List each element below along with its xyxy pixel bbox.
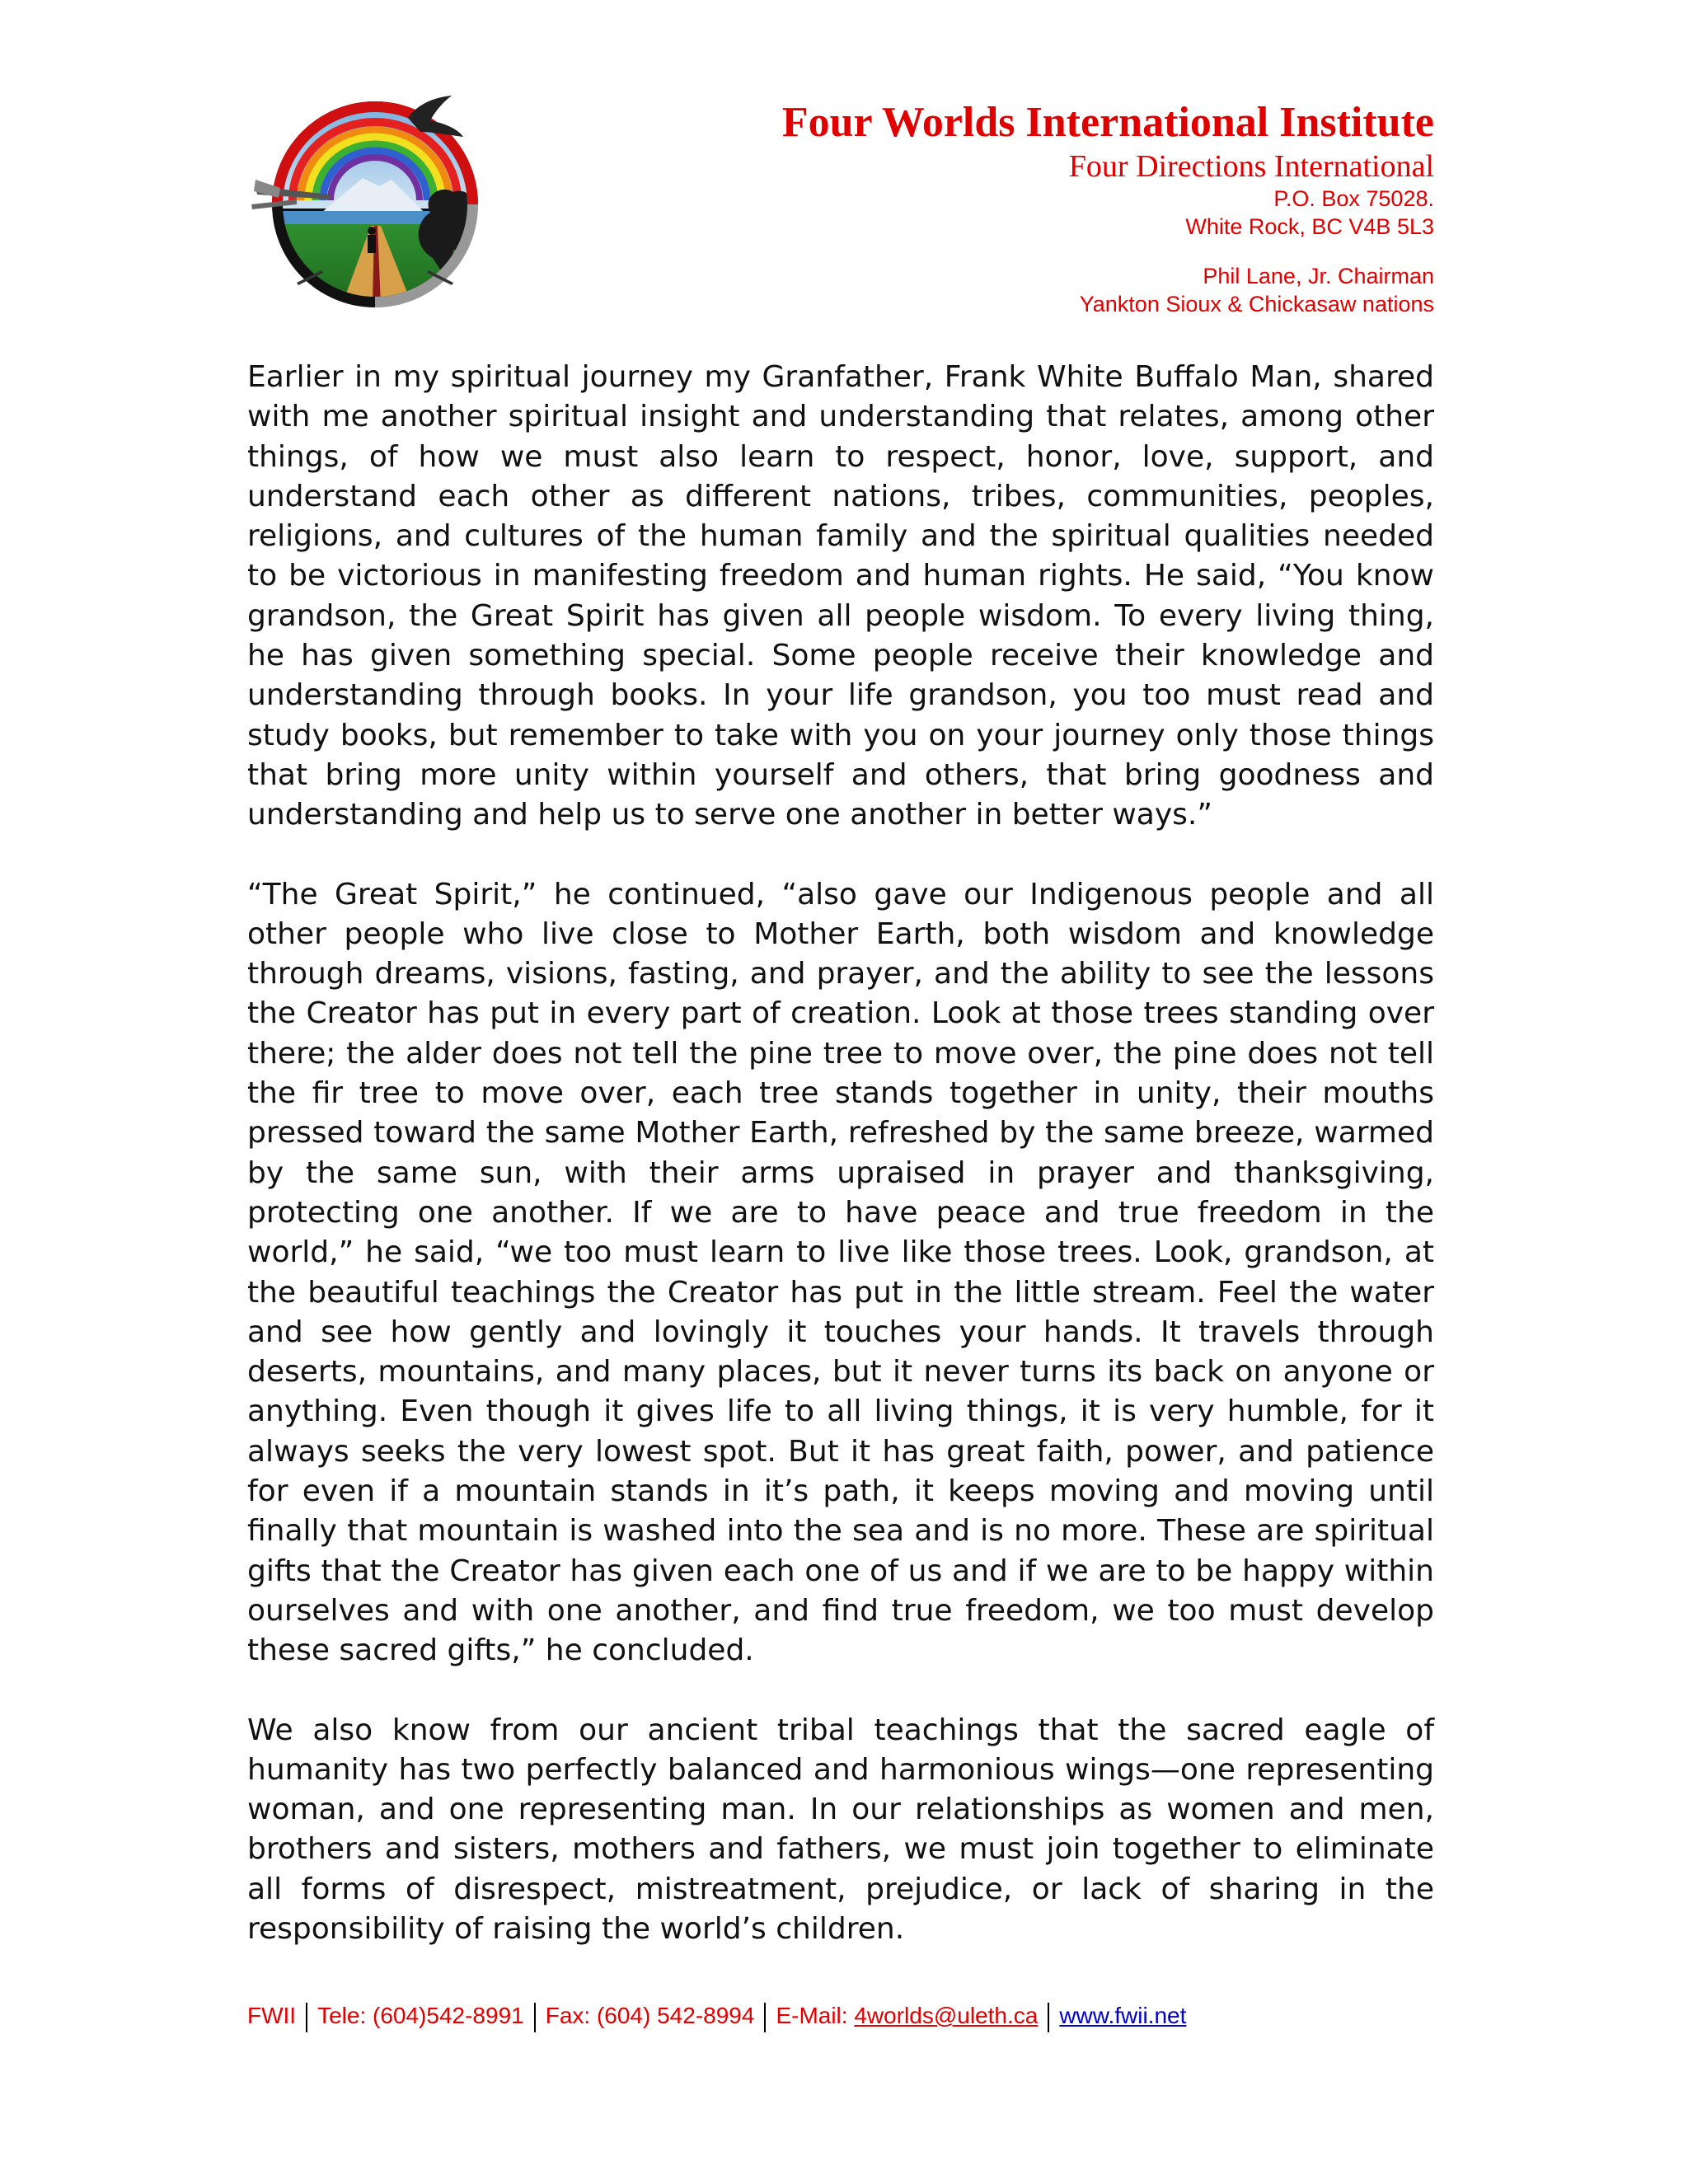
footer-contact — [247, 2001, 1186, 2032]
chair-line-2: Yankton Sioux & Chickasaw nations — [1079, 292, 1434, 316]
body-paragraph: Earlier in my spiritual journey my Granfather, Frank White Buffalo Man, shared with me another spiritual insight and understanding that relates, among other things, of how we must also learn to respect, honor, love, support, and understand each other as different nations, tribes, communities, peoples, religions, and cultures of the human family and the spiritual qualities needed to be victorious in manifesting freedom and human rights. He said, “You know grandson, the Great Spirit has given all people wisdom. To every living thing, he has given something special. Some people receive their knowledge and understanding through books. In your life grandson, you too must read and study books, but remember to take with you on your journey only those things that bring more unity within yourself and others, that bring goodness and understanding and help us to serve one another in better ways.” — [247, 360, 1434, 832]
address-line-1: P.O. Box 75028. — [1273, 186, 1434, 211]
email-link[interactable]: 4worlds@uleth.ca — [854, 2003, 1039, 2028]
chair-line-1: Phil Lane, Jr. Chairman — [1203, 264, 1434, 288]
footer-divider — [764, 2003, 766, 2032]
body-paragraph: We also know from our ancient tribal teachings that the sacred eagle of humanity has two perfectly balanced and harmonious wings—one representing woman, and one representing man. In our relationships as women and men, brothers and sisters, mothers and fathers, we must join together to eliminate all forms of disrespect, mistreatment, prejudice, or lack of sharing in the responsibility of raising the world’s children. — [247, 1713, 1434, 1946]
footer-email-label: E-Mail: — [776, 2003, 855, 2028]
letter-body — [247, 358, 1434, 1989]
letterhead — [528, 97, 1434, 318]
four-worlds-logo — [247, 89, 503, 307]
org-title: Four Worlds International Institute — [781, 99, 1434, 146]
footer-phone: Tele: (604)542-8991 — [317, 2003, 524, 2028]
footer-fax: Fax: (604) 542-8994 — [545, 2003, 755, 2028]
org-subtitle: Four Directions International — [1068, 149, 1434, 184]
footer-divider — [306, 2003, 307, 2032]
website-link[interactable]: www.fwii.net — [1059, 2003, 1187, 2028]
body-paragraph: “The Great Spirit,” he continued, “also gave our Indigenous people and all other people who live close to Mother Earth, both wisdom and knowledge through dreams, visions, fasting, and prayer, and the ability to see the lessons the Creator has put in every part of creation. Look at those trees standing over there; the alder does not tell the pine tree to move over, the pine does not tell the fir tree to move over, each tree stands together in unity, their mouths pressed toward the same Mother Earth, refreshed by the same breeze, warmed by the same sun, with their arms upraised in prayer and thanksgiving, protecting one another. If we are to have peace and true freedom in the world,” he said, “we too must learn to live like those trees. Look, grandson, at the beautiful teachings the Creator has put in the little stream. Feel the water and see how gently and lovingly it touches your hands. It travels through deserts, mountains, and many places, but it never turns its back on anyone or anything. Even though it gives life to all living things, it is very humble, for it always seeks the very lowest spot. But it has great faith, power, and patience for even if a mountain stands in it’s path, it keeps moving and moving until finally that mountain is washed into the sea and is no more. These are spiritual gifts that the Creator has given each one of us and if we are to be happy within ourselves and with one another, and find true freedom, we too must develop these sacred gifts,” he concluded. — [247, 877, 1434, 1668]
footer-divider — [534, 2003, 536, 2032]
footer-org: FWII — [247, 2003, 297, 2028]
address-line-2: White Rock, BC V4B 5L3 — [1185, 214, 1434, 239]
footer-divider — [1048, 2003, 1049, 2032]
